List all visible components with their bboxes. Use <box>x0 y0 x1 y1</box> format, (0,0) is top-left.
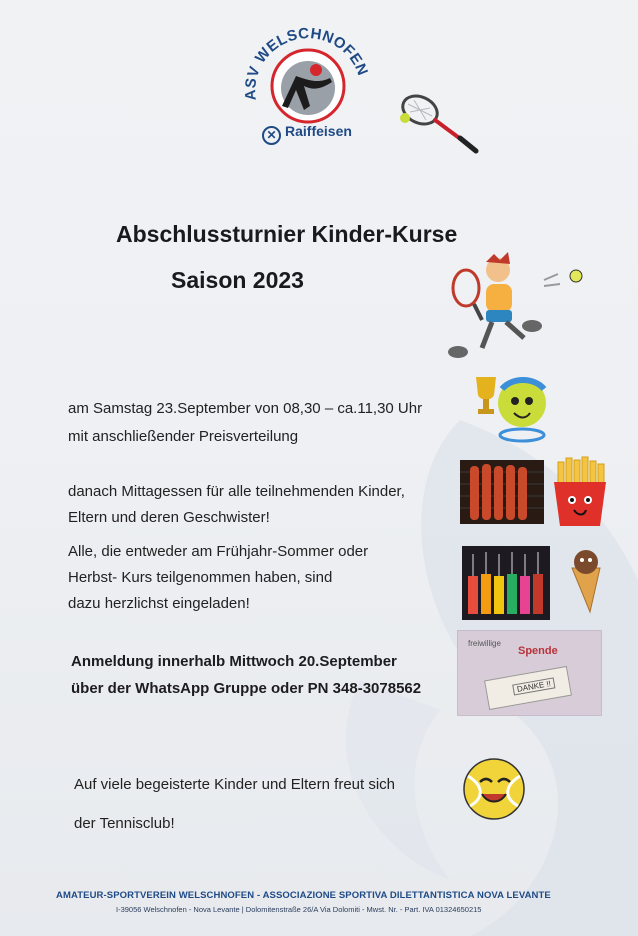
club-logo-icon <box>238 20 378 124</box>
invite-line-2: Herbst- Kurs teilgenommen haben, sind <box>68 569 333 586</box>
svg-text:ASV WELSCHNOFEN: ASV WELSCHNOFEN <box>241 24 372 101</box>
tennis-racket-icon <box>396 88 482 158</box>
footer-address: I-39056 Welschnofen - Nova Levante | Dolomitenstraße 26/A Via Dolomiti - Mwst. Nr. - Part. IVA 01324650215 <box>116 905 482 914</box>
ice-cream-icon <box>566 548 606 614</box>
footer-association: AMATEUR-SPORTVEREIN WELSCHNOFEN - ASSOCIAZIONE SPORTIVA DILETTANTISTICA NOVA LEVANTE <box>56 890 551 901</box>
registration-line-2: über der WhatsApp Gruppe oder PN 348-3078562 <box>71 680 422 697</box>
drinks-icon <box>462 546 550 620</box>
fries-icon <box>550 456 610 528</box>
invite-line-3: dazu herzlichst eingeladen! <box>68 595 250 612</box>
registration-line-1: Anmeldung innerhalb Mittwoch 20.September <box>71 653 397 670</box>
donation-title: Spende <box>518 645 558 657</box>
donation-card-icon <box>457 630 602 716</box>
sponsor-name: Raiffeisen <box>285 123 352 139</box>
sausages-icon <box>460 460 544 524</box>
donation-envelope <box>484 666 572 710</box>
lunch-line-2: Eltern und deren Geschwister! <box>68 509 270 526</box>
closing-line-2: der Tennisclub! <box>74 815 175 832</box>
trophy-ball-icon <box>472 369 554 445</box>
flyer-subtitle: Saison 2023 <box>171 267 304 293</box>
donation-label: freiwillige <box>468 639 501 648</box>
closing-line-1: Auf viele begeisterte Kinder und Eltern freut sich <box>74 776 396 793</box>
tennis-cartoon-icon <box>448 252 588 364</box>
invite-line-1: Alle, die entweder am Frühjahr-Sommer oder <box>68 543 369 560</box>
smiley-tennis-ball-icon <box>458 756 530 822</box>
sponsor-logo <box>262 123 352 145</box>
event-date-line: am Samstag 23.September von 08,30 – ca.11,30 Uhr <box>68 400 423 417</box>
donation-note: DANKE !! <box>512 677 556 695</box>
raiffeisen-icon: ✕ <box>262 126 281 145</box>
event-awards-line: mit anschließender Preisverteilung <box>68 428 299 445</box>
lunch-line-1: danach Mittagessen für alle teilnehmenden Kinder, <box>68 483 405 500</box>
flyer-title: Abschlussturnier Kinder-Kurse <box>116 221 458 247</box>
